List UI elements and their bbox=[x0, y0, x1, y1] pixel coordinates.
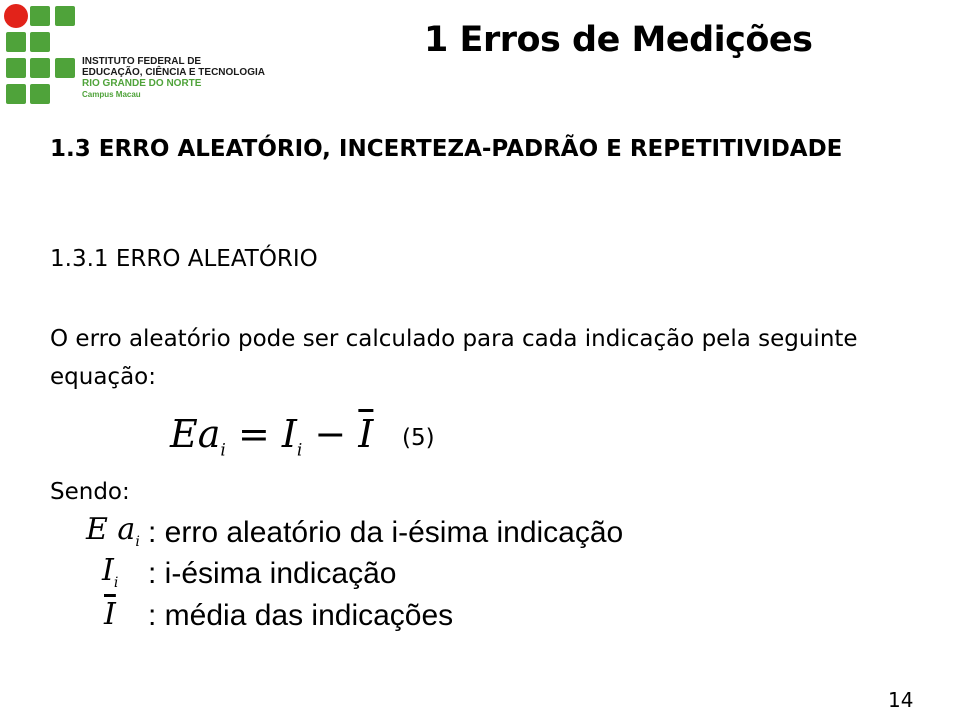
logo-grid-icon bbox=[4, 4, 80, 108]
equation-number: (5) bbox=[402, 425, 435, 451]
logo-square bbox=[30, 6, 50, 26]
symbol-mean bbox=[104, 597, 116, 632]
symbol-sub: i bbox=[113, 575, 119, 591]
eq-lhs: Ea bbox=[170, 412, 221, 456]
logo-square bbox=[6, 84, 26, 104]
symbol-text: I bbox=[102, 553, 114, 588]
definition-random-error: : erro aleatório da i-ésima indicação bbox=[148, 516, 624, 549]
eq-equals: = bbox=[237, 412, 270, 456]
symbol-text: E a bbox=[86, 512, 136, 547]
symbol-indication bbox=[102, 553, 118, 591]
page-number: 14 bbox=[888, 688, 914, 712]
logo-line-3: RIO GRANDE DO NORTE bbox=[82, 78, 202, 89]
logo-square bbox=[6, 32, 26, 52]
eq-term1: I bbox=[281, 412, 297, 456]
definitions-intro: Sendo: bbox=[50, 479, 130, 505]
logo-square bbox=[30, 58, 50, 78]
symbol-sub: i bbox=[135, 534, 140, 550]
eq-lhs-sub: i bbox=[220, 440, 226, 461]
logo-square bbox=[30, 84, 50, 104]
eq-term1-sub: i bbox=[296, 440, 303, 461]
definition-mean: : média das indicações bbox=[148, 599, 454, 632]
symbol-random-error bbox=[86, 512, 140, 550]
intro-paragraph: O erro aleatório pode ser calculado para cada indicação pela seguinte equação: bbox=[50, 326, 858, 390]
logo-line-1: INSTITUTO FEDERAL DE bbox=[82, 56, 202, 67]
section-heading: 1.3 ERRO ALEATÓRIO, INCERTEZA-PADRÃO E REPETITIVIDADE bbox=[50, 136, 843, 162]
logo-square bbox=[30, 32, 50, 52]
ifrn-logo bbox=[4, 4, 265, 108]
page-title: 1 Erros de Medições bbox=[424, 20, 813, 60]
logo-red-dot bbox=[4, 4, 28, 28]
eq-minus: − bbox=[314, 412, 347, 456]
definition-indication: : i-ésima indicação bbox=[148, 557, 397, 590]
logo-square bbox=[55, 6, 75, 26]
eq-term2-mean: $\overline{I}$ bbox=[358, 412, 374, 456]
logo-square bbox=[6, 58, 26, 78]
logo-square bbox=[55, 58, 75, 78]
logo-line-4: Campus Macau bbox=[82, 90, 141, 99]
symbol-text: $\overline{I}$ bbox=[104, 597, 116, 632]
logo-line-2: EDUCAÇÃO, CIÊNCIA E TECNOLOGIA bbox=[82, 67, 265, 78]
logo-text bbox=[82, 56, 265, 100]
equation-5 bbox=[170, 412, 373, 461]
subsection-heading: 1.3.1 ERRO ALEATÓRIO bbox=[50, 246, 318, 272]
